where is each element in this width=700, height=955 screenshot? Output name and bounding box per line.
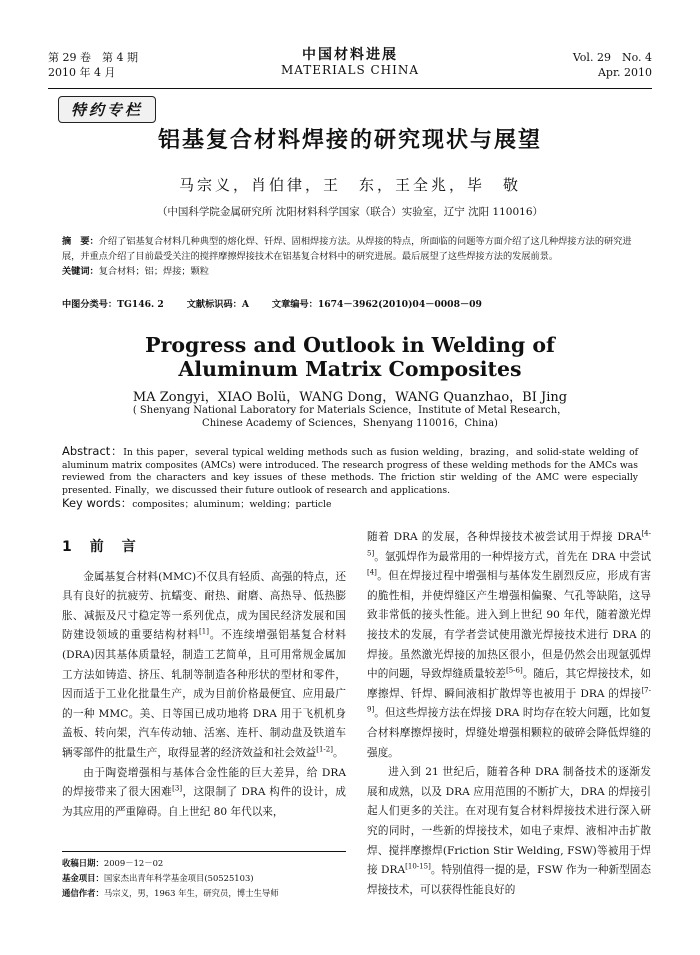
authors-en: MA Zongyi，XIAO Bolü，WANG Dong，WANG Quanzhao，BI Jing <box>132 390 568 405</box>
abstract-cn-label: 摘 要： <box>62 236 99 247</box>
paragraph: 进入到 21 世纪后，随着各种 DRA 制备技术的逐渐发展和成熟，以及 DRA 应用范围的不断扩大，DRA 的焊接引起人们更多的关注。在对现有复合材料焊接技术进行深入研究的同时，一些新的焊接技术，如电子束焊、液相冲击扩散焊、搅拌摩擦焊(Friction Stir Welding, FSW)等被用于焊接 DRA[10-15]。特别值得一提的是，FSW 作为一种新型固态焊接技术，可以获得性能良好的 <box>367 766 651 896</box>
doc-code <box>187 299 249 310</box>
abstract-en <box>62 445 638 512</box>
affiliation-en-line1: ( Shenyang National Laboratory for Materials Science，Institute of Metal Research， <box>132 405 568 416</box>
keywords-en-text: composites；aluminum；welding；particle <box>132 499 332 510</box>
date-cn: 2010 年 4 月 <box>48 66 116 79</box>
doc-code-label: 文献标识码： <box>186 299 242 310</box>
affiliation-en <box>0 404 700 430</box>
paragraph: 随着 DRA 的发展，各种焊接技术被尝试用于焊接 DRA[4-5]。氩弧焊作为最常用的一种焊接方式，首先在 DRA 中尝试[4]。但在焊接过程中增强相与基体发生剧烈反应，形成有害的脆性相，并使焊缝区产生增强相偏聚、气孔等缺陷，这导致非常低的接头性能。进入到上世纪 90 年代，随着激光焊接技术的发展，有学者尝试使用激光焊接技术进行 DRA 的焊接。虽然激光焊接的加热区很小，但是仍然会出现氩弧焊中的问题，导致焊缝质量较差[5-6]。随后，其它焊接技术，如摩擦焊、钎焊、瞬间液相扩散焊等也被用于 DRA 的焊接[7-9]。但这些焊接方法在焊接 DRA 时均存在较大问题，比如复合材料摩擦焊接时，焊缝处增强相颗粒的破碎会降低焊缝的强度。 <box>367 529 652 759</box>
footnote <box>62 851 346 901</box>
title-cn: 铝基复合材料焊接的研究现状与展望 <box>157 128 542 153</box>
doc-code-value: A <box>241 299 249 310</box>
citation: [1-2] <box>316 745 333 754</box>
citation: [10-15] <box>405 862 431 871</box>
article-id-label: 文章编号： <box>271 299 318 310</box>
title-en-line1: Progress and Outlook in Welding of <box>145 333 555 357</box>
paragraph: 由于陶瓷增强相与基体合金性能的巨大差异，给 DRA 的焊接带来了很大困难[3]，这限制了 DRA 构件的设计，成为其应用的严重障碍。自上世纪 80 年代以来， <box>62 766 346 818</box>
running-header <box>48 48 652 90</box>
body-column-left <box>62 528 346 822</box>
header-right <box>573 50 652 80</box>
section-title: 前 言 <box>89 539 138 555</box>
authors-cn: 马宗义，肖伯律，王 东，王全兆，毕 敬 <box>178 176 521 194</box>
keywords-en-label: Key words： <box>62 496 133 510</box>
footnote-received: 收稿日期：2009－12－02 <box>62 858 164 868</box>
footnote-author: 通信作者：马宗义，男，1963 年生，研究员，博士生导师 <box>62 888 279 898</box>
abstract-en-label: Abstract： <box>62 444 124 458</box>
title-en-line2: Aluminum Matrix Composites <box>178 357 522 381</box>
header-center <box>48 48 652 78</box>
affiliation-en-line2: Chinese Academy of Sciences，Shenyang 110016，China) <box>202 418 498 429</box>
paragraph: 金属基复合材料(MMC)不仅具有轻质、高强的特点，还具有良好的抗疲劳、抗蠕变、耐热、耐磨、高热导、低热膨胀、减振及尺寸稳定等一系列优点，成为国民经济发展和国防建设领域的重要结构材料[1]。不连续增强铝基复合材料(DRA)因其基体质量轻，制造工艺简单，且可用常规金属加工方法如铸造、挤压、轧制等制造各种形状的型材和零件，因而适于工业化批量生产，成为目前价格最便宜、应用最广的一种 MMC。美、日等国已成功地将 DRA 用于飞机机身盖板、转向架，汽车传动轴、活塞、连杆、制动盘及铁道车辆零部件的批量生产，取得显著的经济效益和社会效益[1-2]。 <box>62 570 347 759</box>
volume-cn: 第 29 卷 第 4 期 <box>48 51 138 64</box>
header-rule <box>48 88 652 89</box>
abstract-en-body <box>62 445 638 497</box>
keywords-cn-label: 关键词： <box>62 266 99 277</box>
abstract-cn-text: 介绍了铝基复合材料几种典型的熔化焊、钎焊、固相焊接方法。从焊接的特点，所面临的问题等方面介绍了这几种焊接方法的研究进展，并重点介绍了目前最受关注的搅拌摩擦焊接技术在铝基复合材料中的研究进展。最后展望了这些焊接方法的发展前景。 <box>62 236 632 262</box>
article-id <box>272 299 482 310</box>
citation: [5-6] <box>505 666 523 675</box>
clc-label: 中图分类号： <box>62 299 118 310</box>
footnote-fund: 基金项目：国家杰出青年科学基金项目(50525103) <box>62 873 254 883</box>
section-number: 1 <box>62 539 74 555</box>
keywords-en <box>62 497 638 512</box>
clc-value: TG146. 2 <box>117 299 164 310</box>
citation: [3] <box>172 784 183 793</box>
section-heading <box>62 538 346 558</box>
body-column-right <box>367 528 651 900</box>
affiliation-cn: （中国科学院金属研究所 沈阳材料科学国家（联合）实验室，辽宁 沈阳 110016） <box>156 206 544 218</box>
clc <box>62 299 164 310</box>
classification-line <box>62 296 638 310</box>
date-en: Apr. 2010 <box>597 66 652 79</box>
journal-name-en: MATERIALS CHINA <box>280 63 420 77</box>
abstract-cn-body <box>62 234 638 264</box>
abstract-cn <box>62 234 638 279</box>
article-id-value: 1674－3962(2010)04－0008－09 <box>317 299 482 310</box>
column-badge: 特约专栏 <box>58 96 156 123</box>
keywords-cn-text: 复合材料；铝；焊接；颗粒 <box>98 266 209 277</box>
citation: [4-5] <box>367 529 651 558</box>
citation: [7-9] <box>367 686 651 714</box>
abstract-en-text: In this paper，several typical welding methods such as fusion welding，brazing，and solid-state welding of aluminum matrix composites (AMCs) were introduced. The research progress of these welding methods for the AMCs was reviewed from the characters and key issues of these methods. The friction stir welding of the AMC were especially presented. Finally，we discussed their future outlook of research and applications. <box>62 447 639 496</box>
journal-name-cn: 中国材料进展 <box>302 47 398 63</box>
keywords-cn <box>62 264 638 279</box>
citation: [1] <box>199 627 209 636</box>
citation: [4] <box>367 568 377 577</box>
volume-en: Vol. 29 No. 4 <box>572 51 652 64</box>
title-en <box>0 333 700 381</box>
